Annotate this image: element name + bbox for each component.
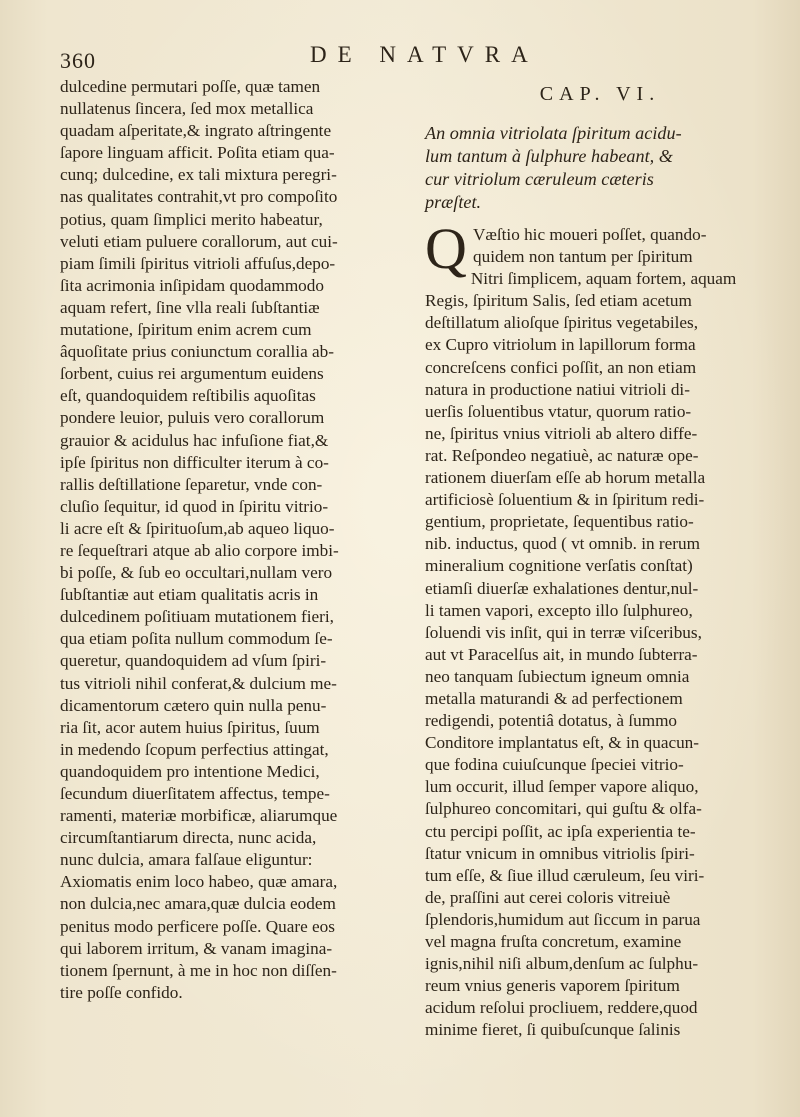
text-line: vel magna fruſta concretum, examine [425,932,682,951]
title-line: lum tantum à ſulphure habeant, & [425,146,673,166]
chapter-body [425,216,775,1041]
text-line: nib. inductus, quod ( vt omnib. in rerum [425,534,700,554]
text-line: Væſtio hic moueri poſſet, quando- [473,225,707,244]
text-line: reum vnius generis vaporem ſpiritum [425,976,680,996]
text-line: Regis, ſpiritum Salis, ſed etiam acetum [425,291,692,311]
text-line: minime fieret, ſi quibuſcunque ſalinis [425,1020,681,1040]
text-line: aut vt Paracelſus ait, in mundo ſubterra- [425,644,698,664]
text-line: tus vitrioli nihil conferat,& dulcium me- [60,673,337,693]
text-line: ramenti, materiæ morbificæ, aliarumque [60,806,338,826]
text-line: rationem diuerſam eſſe ab horum metalla [425,468,706,488]
text-line: ſorbent, cuius rei argumentum euidens [60,364,324,384]
running-head: DE NATVRA [310,42,539,67]
text-line: mutatione, ſpiritum enim acrem cum [60,320,312,340]
title-line: præſtet. [425,192,482,212]
text-line: in medendo ſcopum perfectius attingat, [60,739,329,759]
text-line: tum eſſe, & ſiue illud cæruleum, ſeu viri- [425,865,705,885]
text-line: ſulphureo concomitari, qui guſtu & olfa- [425,799,702,819]
text-line: que fodina cuiuſcunque ſpeciei vitrio- [425,755,684,775]
text-line: dulcedine permutari poſſe, quæ tamen [60,77,321,96]
text-line: mineralium cognitione verſatis conſtat) [425,556,693,576]
text-line: artificiosè ſoluentium & in ſpiritum redi- [425,490,705,510]
text-line: ſubſtantiæ aut etiam qualitatis acris in [60,585,319,605]
text-line: cunq; dulcedine, ex tali mixtura peregri- [60,165,337,185]
chapter-title [425,122,775,214]
text-line: âquoſitate prius coniunctum corallia ab- [60,342,334,362]
text-line: quidem non tantum per ſpiritum [473,247,693,267]
text-line: aquam refert, ſine vlla reali ſubſtantiæ [60,297,320,317]
text-line: ſita acrimonia inſipidam quodammodo [60,275,324,295]
text-line: ignis,nihil niſi album,denſum ac ſulphu- [425,954,699,974]
title-line: An omnia vitriolata ſpiritum acidu- [425,123,682,143]
text-line: Conditore implantatus eſt, & in quacun- [425,733,699,753]
text-line: deſtillatum alioſque ſpiritus vegetabiles, [425,313,699,333]
text-line: ſapore linguam afficit. Poſita etiam qua- [60,143,335,163]
text-line: tire poſſe confido. [60,982,183,1002]
text-line: lum occurit, illud ſemper vapore aliquo, [425,777,699,797]
title-line: cur vitriolum cæruleum cæteris [425,169,654,189]
text-line: ipſe ſpiritus non difficulter iterum à co- [60,452,329,472]
chapter-heading: CAP. VI. [539,83,661,105]
text-line: penitus modo perficere poſſe. Quare eos [60,916,335,936]
text-line: grauior & acidulus hac infuſione fiat,& [60,430,329,450]
text-line: acidum reſolui procliuem, reddere,quod [425,998,698,1018]
text-line: rallis deſtillatione ſeparetur, vnde con- [60,474,323,494]
left-column [60,76,400,1004]
text-line: circumſtantiarum directa, nunc acida, [60,828,317,848]
text-line: bi poſſe, & ſub eo occultari,nullam vero [60,563,333,583]
text-line: potius, quam ſimplici merito habeatur, [60,209,323,229]
text-line: Nitri ſimplicem, aquam fortem, aquam [470,269,737,289]
text-line: ne, ſpiritus vnius vitrioli ab altero diffe- [425,423,698,443]
page-header [60,42,760,76]
text-line: redigendi, potentiâ dotatus, à ſummo [425,711,678,731]
text-line: queretur, quandoquidem ad vſum ſpiri- [60,651,327,671]
text-line: dulcedinem poſitiuam mutationem fieri, [60,607,334,627]
text-line: cluſio ſequitur, id quod in ſpiritu vitrio- [60,496,329,516]
text-line: etiamſi diuerſæ exhalationes dentur,nul- [425,578,699,598]
text-line: pondere leuior, puluis vero corallorum [60,408,325,428]
text-line: quadam aſperitate,& ingrato aſtringente [60,121,332,141]
text-line: ſtatur vnicum in omnibus vitriolis ſpiri- [425,843,695,863]
right-column [425,78,775,1041]
text-line: nullatenus ſincera, ſed mox metallica [60,99,314,119]
text-line: non dulcia,nec amara,quæ dulcia eodem [60,894,336,914]
text-line: metalla maturandi & ad perfectionem [425,688,683,708]
text-line: uerſis ſoluentibus vtatur, quorum ratio- [425,401,692,421]
text-line: de, praſſini aut cerei coloris vitreiuè [425,887,671,907]
text-line: ſplendoris,humidum aut ſiccum in parua [425,909,701,929]
text-line: rat. Reſpondeo negatiuè, ac naturæ ope- [425,445,699,465]
text-line: dicamentorum cætero quin nulla penu- [60,695,327,715]
text-line: quandoquidem pro intentione Medici, [60,761,320,781]
text-line: ex Cupro vitriolum in lapillorum forma [425,335,696,355]
text-line: ria ſit, acor autem huius ſpiritus, ſuum [60,717,320,737]
text-line: piam ſimili ſpiritus vitrioli affuſus,depo- [60,253,336,273]
text-line: nunc dulcia, amara falſaue eliguntur: [60,850,313,870]
text-line: veluti etiam puluere corallorum, aut cui- [60,231,338,251]
text-line: ſecundum diuerſitatem affectus, tempe- [60,784,330,803]
text-line: qui laborem irritum, & vanam imagina- [60,938,333,958]
text-line: concreſcens confici poſſit, an non etiam [425,357,697,377]
page-number: 360 [60,48,96,73]
text-line: qua etiam poſita nullum commodum ſe- [60,629,333,649]
text-line: nas qualitates contrahit,vt pro compoſito [60,187,338,207]
text-line: natura in productione natiui vitrioli di- [425,379,690,399]
text-line: eſt, quandoquidem reſtibilis aquoſitas [60,386,316,406]
text-line: li acre eſt & ſpirituoſum,ab aqueo liquo- [60,518,335,538]
text-line: neo tanquam ſubiectum igneum omnia [425,666,690,686]
text-line: Axiomatis enim loco habeo, quæ amara, [60,872,338,892]
text-line: tionem ſpernunt, à me in hoc non diſſen- [60,960,337,980]
text-line: ſoluendi vis inſit, qui in terræ viſceribus, [425,622,702,642]
drop-cap: Q [425,216,467,281]
text-line: re ſequeſtrari atque ab alio corpore imbi- [60,540,339,560]
text-line: ctu percipi poſſit, ac ipſa experientia te- [425,821,696,841]
text-line: li tamen vapori, excepto illo ſulphureo, [425,600,693,620]
text-line: gentium, proprietate, ſequentibus ratio- [425,512,694,532]
